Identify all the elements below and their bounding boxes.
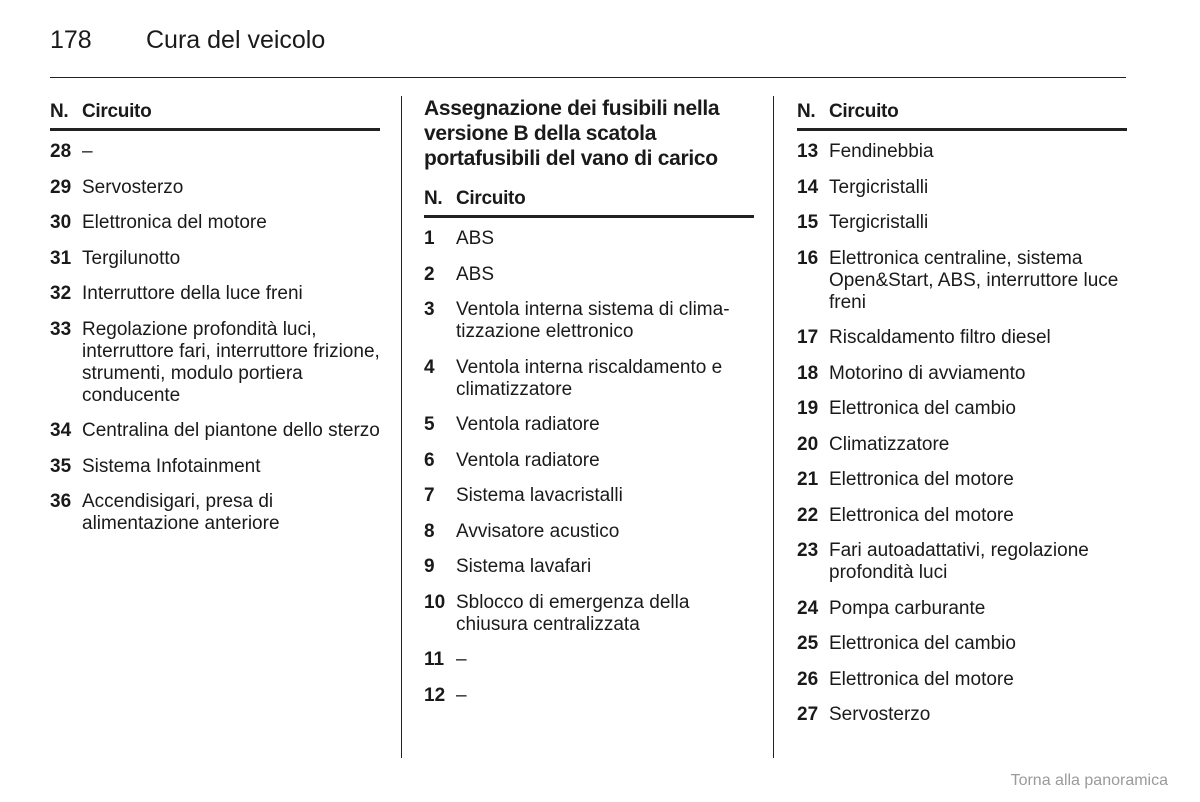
fuse-number: 32 bbox=[50, 283, 72, 304]
table-row bbox=[424, 299, 754, 343]
fuse-number: 23 bbox=[797, 540, 819, 561]
table-row bbox=[797, 598, 1127, 620]
fuse-number: 1 bbox=[424, 228, 435, 249]
table-row bbox=[797, 177, 1127, 199]
circuit-name: Servosterzo bbox=[82, 176, 184, 198]
table-row bbox=[797, 434, 1127, 456]
section-title: Assegnazione dei fusibili nella versione B della scatola portafusibili del vano di carico bbox=[424, 97, 720, 170]
circuit-name: Sistema lavacristalli bbox=[456, 485, 623, 506]
table-row bbox=[50, 319, 380, 407]
table-row bbox=[424, 414, 754, 436]
fuse-number: 8 bbox=[424, 520, 435, 542]
header-circuit: Circuito bbox=[456, 188, 526, 209]
circuit-name: Interruttore della luce freni bbox=[82, 283, 303, 304]
table-row bbox=[797, 505, 1127, 527]
fuse-number: 34 bbox=[50, 420, 72, 441]
table-header bbox=[797, 96, 1127, 131]
fuse-number: 18 bbox=[797, 362, 819, 384]
circuit-name: – bbox=[82, 141, 93, 162]
table-row bbox=[424, 685, 754, 707]
table-row bbox=[424, 521, 754, 543]
circuit-name: Ventola radiatore bbox=[456, 414, 600, 435]
circuit-name: Climatizzatore bbox=[829, 433, 950, 455]
circuit-name: Riscaldamento filtro diesel bbox=[829, 327, 1051, 348]
fuse-number: 31 bbox=[50, 247, 72, 269]
circuit-name: Tergicristalli bbox=[829, 176, 929, 198]
fuse-table-column-3 bbox=[797, 96, 1127, 740]
circuit-name: – bbox=[456, 649, 467, 670]
fuse-number: 2 bbox=[424, 263, 435, 285]
circuit-name: Avvisatore acustico bbox=[456, 520, 620, 542]
fuse-number: 30 bbox=[50, 212, 72, 233]
table-row bbox=[797, 141, 1127, 163]
header-circuit: Circuito bbox=[829, 101, 899, 122]
circuit-name: – bbox=[456, 684, 467, 706]
fuse-number: 28 bbox=[50, 141, 72, 162]
header-number: N. bbox=[424, 188, 443, 209]
fuse-rows bbox=[797, 131, 1127, 726]
fuse-number: 22 bbox=[797, 504, 819, 526]
circuit-name: Elettronica del cambio bbox=[829, 633, 1016, 654]
table-row bbox=[797, 327, 1127, 349]
table-row bbox=[424, 485, 754, 507]
fuse-number: 10 bbox=[424, 591, 446, 613]
table-row bbox=[797, 248, 1127, 314]
table-row bbox=[797, 469, 1127, 491]
table-header bbox=[424, 183, 754, 218]
table-row bbox=[424, 264, 754, 286]
page-header bbox=[50, 22, 1126, 78]
fuse-number: 27 bbox=[797, 704, 819, 725]
fuse-number: 14 bbox=[797, 176, 819, 198]
table-row bbox=[424, 228, 754, 250]
fuse-number: 21 bbox=[797, 469, 819, 490]
circuit-name: Sistema Infotainment bbox=[82, 455, 261, 477]
fuse-number: 17 bbox=[797, 327, 819, 348]
circuit-name: Motorino di avviamento bbox=[829, 362, 1026, 384]
fuse-number: 3 bbox=[424, 299, 435, 320]
column-divider bbox=[773, 96, 774, 758]
fuse-number: 33 bbox=[50, 318, 72, 340]
circuit-name: ABS bbox=[456, 263, 495, 285]
circuit-name: Accendisigari, presa di alimentazione anteriore bbox=[82, 491, 280, 534]
table-row bbox=[424, 357, 754, 401]
fuse-number: 19 bbox=[797, 398, 819, 419]
table-row bbox=[50, 420, 380, 442]
table-row bbox=[50, 283, 380, 305]
fuse-number: 6 bbox=[424, 449, 435, 471]
circuit-name: Elettronica del motore bbox=[829, 668, 1014, 690]
fuse-number: 15 bbox=[797, 212, 819, 233]
table-row bbox=[797, 540, 1127, 584]
fuse-number: 9 bbox=[424, 556, 435, 577]
fuse-number: 16 bbox=[797, 247, 819, 269]
table-row bbox=[424, 592, 754, 636]
page-title: Cura del veicolo bbox=[146, 26, 326, 54]
table-row bbox=[50, 141, 380, 163]
table-row bbox=[797, 363, 1127, 385]
fuse-number: 26 bbox=[797, 668, 819, 690]
table-row bbox=[797, 704, 1127, 726]
fuse-number: 25 bbox=[797, 633, 819, 654]
column-divider bbox=[401, 96, 402, 758]
circuit-name: Ventola interna sistema di climatizzazione elettronico bbox=[456, 299, 730, 342]
circuit-name: Fendinebbia bbox=[829, 141, 934, 162]
circuit-name: Pompa carburante bbox=[829, 597, 986, 619]
table-row bbox=[424, 450, 754, 472]
circuit-name: Elettronica del motore bbox=[82, 212, 267, 233]
fuse-table-column-1 bbox=[50, 96, 380, 549]
circuit-name: Tergilunotto bbox=[82, 247, 181, 269]
circuit-name: Tergicristalli bbox=[829, 212, 929, 233]
fuse-number: 20 bbox=[797, 433, 819, 455]
table-header bbox=[50, 96, 380, 131]
fuse-rows bbox=[424, 218, 754, 707]
header-number: N. bbox=[797, 101, 816, 122]
table-row bbox=[797, 669, 1127, 691]
circuit-name: Centralina del piantone dello sterzo bbox=[82, 420, 380, 441]
fuse-number: 35 bbox=[50, 455, 72, 477]
fuse-number: 29 bbox=[50, 176, 72, 198]
circuit-name: Sistema lavafari bbox=[456, 556, 592, 577]
circuit-name: Elettronica del motore bbox=[829, 504, 1014, 526]
table-row bbox=[50, 177, 380, 199]
circuit-name: ABS bbox=[456, 228, 495, 249]
fuse-number: 13 bbox=[797, 141, 819, 162]
circuit-name: Fari autoadattativi, regolazione profondità luci bbox=[829, 540, 1089, 583]
back-to-overview-link[interactable]: Torna alla panoramica bbox=[1010, 772, 1168, 789]
circuit-name: Ventola interna riscaldamento e climatizzatore bbox=[456, 356, 723, 400]
header-circuit: Circuito bbox=[82, 101, 152, 122]
table-row bbox=[424, 649, 754, 671]
fuse-number: 11 bbox=[424, 649, 445, 670]
fuse-table-column-2 bbox=[424, 96, 754, 720]
fuse-rows bbox=[50, 131, 380, 535]
circuit-name: Elettronica del motore bbox=[829, 469, 1014, 490]
fuse-number: 36 bbox=[50, 491, 72, 512]
fuse-number: 12 bbox=[424, 684, 446, 706]
page-number: 178 bbox=[50, 26, 92, 54]
circuit-name: Elettronica del cambio bbox=[829, 398, 1016, 419]
table-row bbox=[797, 398, 1127, 420]
circuit-name: Regolazione profondità luci, interruttore fari, interruttore frizione, strumenti, modulo portiera conducente bbox=[82, 318, 380, 406]
circuit-name: Ventola radiatore bbox=[456, 449, 600, 471]
table-row bbox=[797, 633, 1127, 655]
table-row bbox=[50, 491, 380, 535]
circuit-name: Servosterzo bbox=[829, 704, 931, 725]
fuse-number: 7 bbox=[424, 485, 435, 506]
circuit-name: Elettronica centraline, sistema Open&Start, ABS, interruttore luce freni bbox=[829, 247, 1119, 313]
circuit-name: Sblocco di emergenza della chiusura centralizzata bbox=[456, 591, 690, 635]
header-number: N. bbox=[50, 101, 69, 122]
table-row bbox=[50, 248, 380, 270]
table-row bbox=[50, 212, 380, 234]
table-row bbox=[50, 456, 380, 478]
fuse-number: 5 bbox=[424, 414, 435, 435]
table-row bbox=[797, 212, 1127, 234]
fuse-number: 4 bbox=[424, 356, 435, 378]
fuse-number: 24 bbox=[797, 597, 819, 619]
table-row bbox=[424, 556, 754, 578]
